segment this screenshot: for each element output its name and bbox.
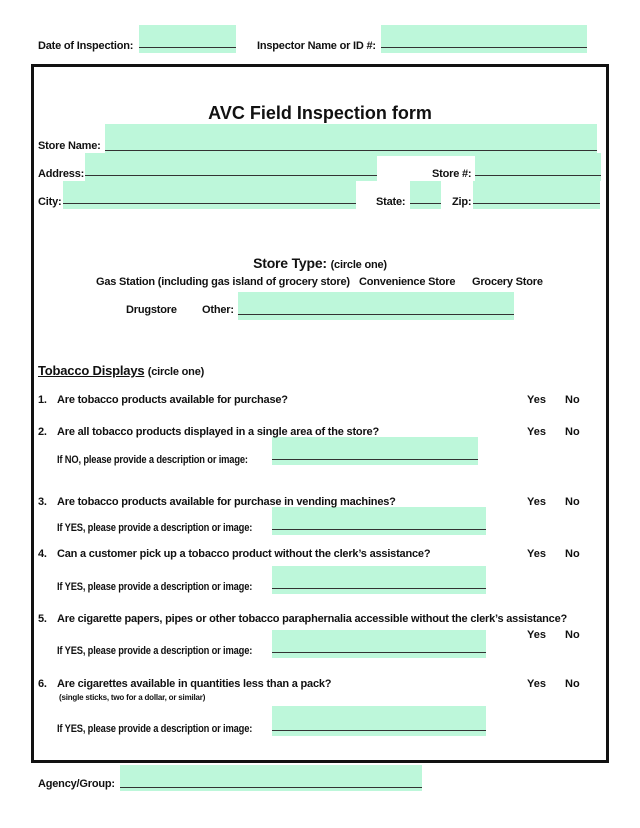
question-6-description-field[interactable] — [272, 706, 486, 736]
store-name-label: Store Name: — [38, 140, 101, 152]
state-label: State: — [376, 196, 406, 208]
state-field[interactable] — [410, 181, 441, 209]
question-6-number: 6. — [38, 678, 47, 690]
store-type-heading: Store Type: (circle one) — [253, 255, 387, 271]
store-number-label: Store #: — [432, 168, 472, 180]
question-4-no[interactable]: No — [565, 548, 580, 560]
store-type-convenience[interactable]: Convenience Store — [359, 276, 456, 288]
question-5-number: 5. — [38, 613, 47, 625]
address-field[interactable] — [85, 153, 377, 181]
question-4-followup: If YES, please provide a description or image: — [57, 581, 253, 593]
question-2-number: 2. — [38, 426, 47, 438]
city-field[interactable] — [63, 181, 356, 209]
question-4-text: Can a customer pick up a tobacco product without the clerk’s assistance? — [57, 548, 431, 560]
question-1-no[interactable]: No — [565, 394, 580, 406]
address-label: Address: — [38, 168, 85, 180]
question-2-yes[interactable]: Yes — [527, 426, 546, 438]
question-6-no[interactable]: No — [565, 678, 580, 690]
question-6-subtext: (single sticks, two for a dollar, or similar) — [59, 693, 206, 702]
question-2-text: Are all tobacco products displayed in a single area of the store? — [57, 426, 379, 438]
question-2-no[interactable]: No — [565, 426, 580, 438]
question-1-number: 1. — [38, 394, 47, 406]
agency-field[interactable] — [120, 765, 422, 791]
question-3-no[interactable]: No — [565, 496, 580, 508]
date-field[interactable] — [139, 25, 236, 53]
question-3-yes[interactable]: Yes — [527, 496, 546, 508]
question-3-followup: If YES, please provide a description or image: — [57, 522, 253, 534]
store-number-field[interactable] — [475, 153, 601, 181]
inspector-label: Inspector Name or ID #: — [257, 40, 376, 52]
question-2-followup: If NO, please provide a description or image: — [57, 454, 248, 466]
city-label: City: — [38, 196, 62, 208]
question-5-text: Are cigarette papers, pipes or other tobacco paraphernalia accessible without the clerk’s assistance? — [57, 613, 568, 625]
question-3-description-field[interactable] — [272, 507, 486, 535]
question-6-text: Are cigarettes available in quantities less than a pack? — [57, 678, 332, 690]
question-1-text: Are tobacco products available for purchase? — [57, 394, 288, 406]
question-5-followup: If YES, please provide a description or image: — [57, 645, 253, 657]
tobacco-heading: Tobacco Displays (circle one) — [38, 363, 205, 378]
question-2-description-field[interactable] — [272, 437, 478, 465]
store-type-drugstore[interactable]: Drugstore — [126, 304, 177, 316]
date-label: Date of Inspection: — [38, 40, 134, 52]
agency-label: Agency/Group: — [38, 778, 115, 790]
other-field[interactable] — [238, 292, 514, 320]
store-name-field[interactable] — [105, 124, 597, 156]
question-6-yes[interactable]: Yes — [527, 678, 546, 690]
store-type-grocery[interactable]: Grocery Store — [472, 276, 543, 288]
question-5-yes[interactable]: Yes — [527, 629, 546, 641]
question-4-number: 4. — [38, 548, 47, 560]
zip-label: Zip: — [452, 196, 472, 208]
zip-field[interactable] — [473, 181, 600, 209]
question-3-text: Are tobacco products available for purchase in vending machines? — [57, 496, 396, 508]
question-6-followup: If YES, please provide a description or image: — [57, 723, 253, 735]
form-title: AVC Field Inspection form — [208, 103, 432, 123]
question-3-number: 3. — [38, 496, 47, 508]
store-type-other-label[interactable]: Other: — [202, 304, 234, 316]
store-type-gas-station[interactable]: Gas Station (including gas island of grocery store) — [96, 276, 350, 288]
question-1-yes[interactable]: Yes — [527, 394, 546, 406]
question-5-description-field[interactable] — [272, 630, 486, 658]
question-4-description-field[interactable] — [272, 566, 486, 594]
question-5-no[interactable]: No — [565, 629, 580, 641]
inspector-field[interactable] — [381, 25, 587, 53]
question-4-yes[interactable]: Yes — [527, 548, 546, 560]
